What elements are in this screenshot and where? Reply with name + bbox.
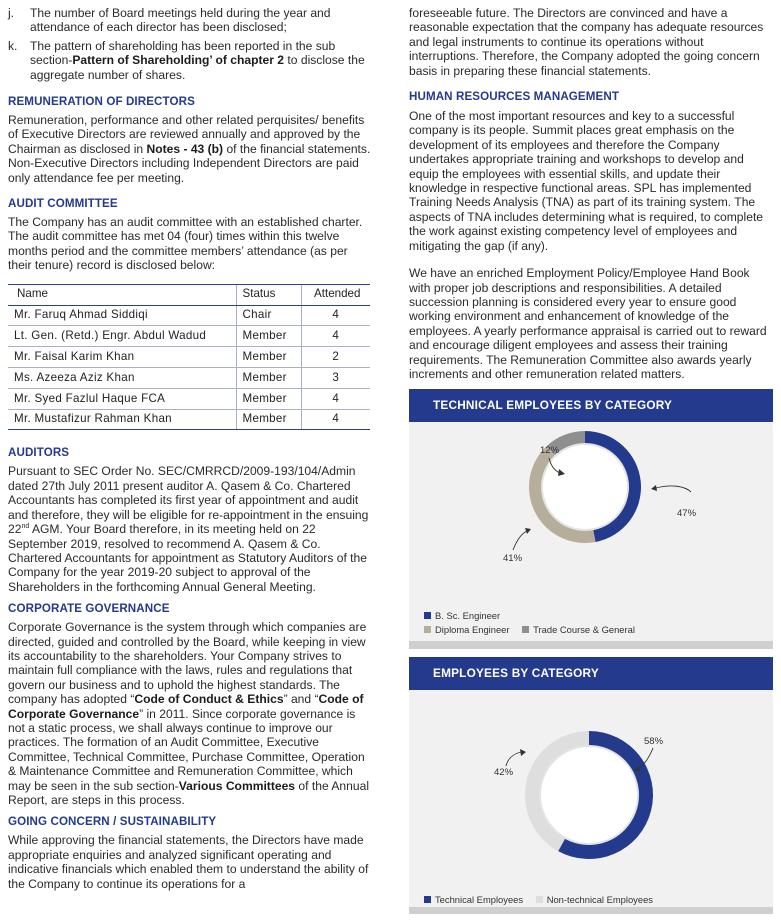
chart-footer-bar bbox=[409, 641, 773, 649]
data-label: 41% bbox=[503, 553, 523, 564]
donut-chart-technical bbox=[409, 422, 773, 612]
cell-status: Chair bbox=[236, 305, 301, 326]
table-row bbox=[8, 326, 370, 347]
table-header-row bbox=[8, 284, 370, 305]
label-leader-arrow bbox=[520, 749, 526, 756]
section-title-corporate-governance: CORPORATE GOVERNANCE bbox=[8, 602, 170, 616]
donut-hole bbox=[542, 444, 628, 530]
auditors-text: Pursuant to SEC Order No. SEC/CMRRCD/2009-193/104/Admin dated 27th July 2011 present auditor A. Qasem & Co. Chartered Accountants has completed its first year of appointment and audit and therefore, they will be eligible for re-appointment in the ensuing 22nd AGM. Your Board therefore, in its meeting held on 22 September 2019, resolved to recommend A. Qasem & Co. Chartered Accountants for appointment as Statutory Auditors of the Company for the year 2019-20 subject to approval of the Shareholders in the forthcoming Annual General Meeting. bbox=[8, 464, 369, 594]
audit-committee-text: The Company has an audit committee with an established charter. The audit committee has met 04 (four) times within this twelve months period and the committee members’ attendance (as per their tenure) record is disclosed below: bbox=[8, 215, 363, 273]
governance-text: Corporate Governance is the system through which companies are directed, guided and controlled by the Board, while keeping in view its accountability to the shareholders. Your Company strives to maintain full compliance with the laws, rules and regulations that govern our business and to uphold the highest standards. The company has adopted “Code of Conduct & Ethics” and “Code of Corporate Governance” in 2011. Since corporate governance is not a static process, we shall always continue to improve our practices. The formation of an Audit Committee, Executive Committee, Technical Committee, Purchase Committee, Operation & Maintenance Committee and Remuneration Committee, which may be seen in the sub section-Various Committees of the Annual Report, are steps in this process. bbox=[8, 620, 370, 807]
legend-item: Non-technical Employees bbox=[536, 894, 653, 905]
label-leader-arrow bbox=[525, 528, 531, 534]
table-row bbox=[8, 388, 370, 409]
data-label: 47% bbox=[677, 508, 697, 519]
cell-status: Member bbox=[236, 326, 301, 347]
legend-item: Diploma Engineer bbox=[424, 624, 510, 635]
list-marker: j. bbox=[8, 6, 15, 20]
table-row bbox=[8, 305, 370, 326]
cell-attended: 4 bbox=[301, 326, 370, 347]
header-status: Status bbox=[236, 284, 301, 305]
data-label: 42% bbox=[494, 767, 514, 778]
remuneration-text: Remuneration, performance and other related perquisites/ benefits of Executive Directors are reviewed annually and approved by the Chairman as disclosed in Notes - 43 (b) of the financial statements. Non-Executive Directors including Independent Directors are paid only attendance fee per meeting. bbox=[8, 113, 371, 185]
table-row bbox=[8, 368, 370, 389]
cell-name: Mr. Syed Fazlul Haque FCA bbox=[8, 388, 236, 409]
section-title-hr: HUMAN RESOURCES MANAGEMENT bbox=[409, 90, 620, 104]
legend-swatch bbox=[424, 896, 431, 903]
data-label: 58% bbox=[644, 736, 664, 747]
audit-committee-table bbox=[8, 284, 370, 431]
hr-text-1: One of the most important resources and key to a successful company is its people. Summit places great emphasis on the development of its employees and therefore the Company undertakes appropriate training and workshops to develop and equip the employees with essential skills, and update their knowledge in respective functional areas. SPL has implemented Training Needs Analysis (TNA) as part of its training system. The aspects of TNA includes determining what is required, to complete the work against existing competency level of employees and mitigating the gap (if any). bbox=[409, 109, 764, 253]
section-title-auditors: AUDITORS bbox=[8, 446, 70, 460]
list-item-j bbox=[8, 6, 372, 35]
table-row bbox=[8, 409, 370, 430]
legend-swatch bbox=[522, 626, 529, 633]
chart-title: TECHNICAL EMPLOYEES BY CATEGORY bbox=[409, 389, 773, 422]
cell-attended: 4 bbox=[301, 409, 370, 430]
cell-name: Mr. Mustafizur Rahman Khan bbox=[8, 409, 236, 430]
going-concern-continued-text: foreseeable future. The Directors are convinced and have a reasonable expectation that the company has adequate resources and legal instruments to continue its operations without interruptions. Therefore, the Company adopted the going concern basis in preparing these financial statements. bbox=[409, 6, 764, 78]
section-title-audit-committee: AUDIT COMMITTEE bbox=[8, 197, 118, 211]
chart-title: EMPLOYEES BY CATEGORY bbox=[409, 657, 773, 690]
hr-text-2: We have an enriched Employment Policy/Employee Hand Book with proper job descriptions and responsibilities. A detailed succession planning is considered every year to ensure good working environment and enhancement of knowledge of the employees. A yearly performance appraisal is carried out to reward and encourage diligent employees and assess their training requirements. The Remuneration Committee also awards yearly increments and other remuneration related matters. bbox=[409, 266, 767, 381]
label-leader-arrow bbox=[651, 485, 657, 491]
cell-status: Member bbox=[236, 347, 301, 368]
cell-attended: 4 bbox=[301, 305, 370, 326]
cell-name: Ms. Azeeza Aziz Khan bbox=[8, 368, 236, 389]
data-label: 12% bbox=[540, 445, 560, 456]
donut-chart-employees bbox=[409, 690, 773, 890]
table-row bbox=[8, 347, 370, 368]
label-leader-line bbox=[656, 486, 691, 492]
legend-swatch bbox=[536, 896, 543, 903]
section-title-remuneration: REMUNERATION OF DIRECTORS bbox=[8, 95, 195, 109]
cell-attended: 2 bbox=[301, 347, 370, 368]
chart-footer-bar bbox=[409, 907, 773, 914]
cell-status: Member bbox=[236, 409, 301, 430]
section-title-going-concern: GOING CONCERN / SUSTAINABILITY bbox=[8, 815, 217, 829]
left-column bbox=[8, 0, 372, 891]
label-leader-line bbox=[513, 531, 527, 550]
list-marker: k. bbox=[8, 38, 18, 53]
legend-swatch bbox=[424, 626, 431, 633]
header-name: Name bbox=[8, 284, 236, 305]
legend-item: Trade Course & General bbox=[522, 624, 635, 635]
donut-hole bbox=[540, 746, 638, 844]
cell-name: Mr. Faisal Karim Khan bbox=[8, 347, 236, 368]
list-text: The pattern of shareholding has been reported in the sub section-Pattern of Shareholding’ of chapter 2 to disclose the aggregate number of shares. bbox=[30, 38, 365, 82]
going-concern-text: While approving the financial statements, the Directors have made appropriate enquiries and analyzed significant operating and indicative financials which enabled them to understand the ability of the Company to continue its operations for a bbox=[8, 833, 369, 891]
legend-item: Technical Employees bbox=[424, 894, 523, 905]
cell-attended: 4 bbox=[301, 388, 370, 409]
chart-panel-employees bbox=[409, 657, 773, 914]
right-column bbox=[409, 0, 774, 381]
chart-legend bbox=[424, 894, 764, 906]
cell-status: Member bbox=[236, 368, 301, 389]
chart-legend bbox=[424, 610, 764, 636]
legend-swatch bbox=[424, 612, 431, 619]
legend-item: B. Sc. Engineer bbox=[424, 610, 500, 621]
list-text: The number of Board meetings held during the year and attendance of each director has been disclosed; bbox=[30, 6, 331, 35]
label-leader-line bbox=[506, 752, 521, 766]
chart-panel-technical bbox=[409, 389, 773, 649]
cell-attended: 3 bbox=[301, 368, 370, 389]
header-attended: Attended bbox=[301, 284, 370, 305]
cell-name: Lt. Gen. (Retd.) Engr. Abdul Wadud bbox=[8, 326, 236, 347]
cell-name: Mr. Faruq Ahmad Siddiqi bbox=[8, 305, 236, 326]
cell-status: Member bbox=[236, 388, 301, 409]
list-item-k bbox=[8, 39, 372, 82]
